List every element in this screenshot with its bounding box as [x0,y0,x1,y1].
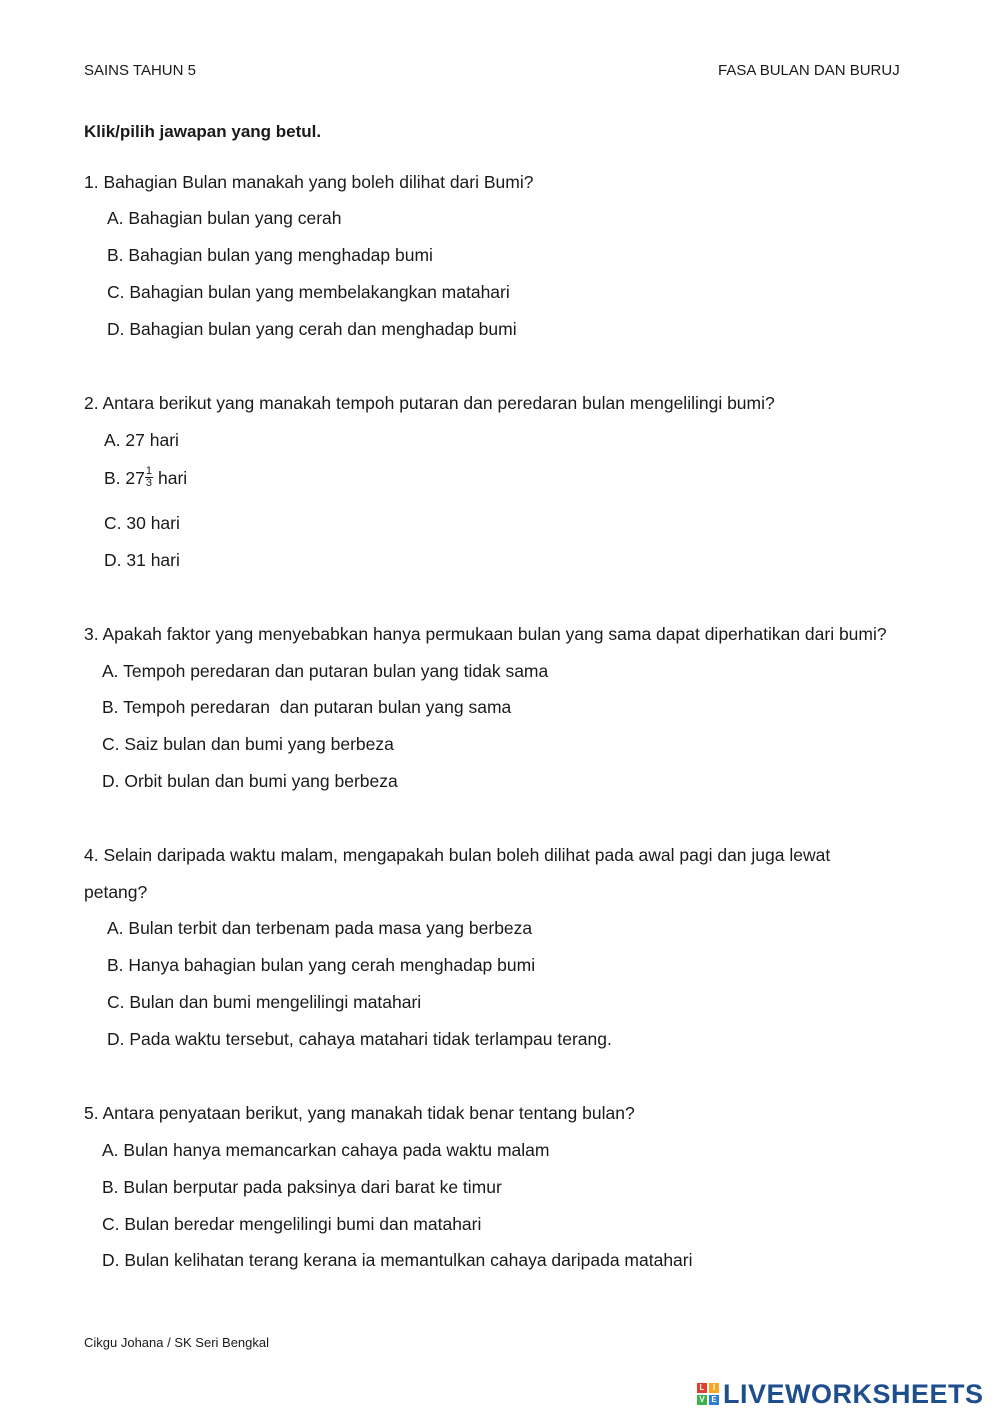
brand-name: LIVEWORKSHEETS [723,1378,984,1409]
question-2: 2. Antara berikut yang manakah tempoh putaran dan peredaran bulan mengelilingi bumi? [84,393,775,413]
q2-option-b-suffix: hari [158,468,188,489]
fraction [145,466,153,489]
logo-letter-v: V [697,1395,707,1405]
q5-option-c[interactable]: C. Bulan beredar mengelilingi bumi dan matahari [102,1214,482,1234]
q5-option-d[interactable]: D. Bulan kelihatan terang kerana ia memantulkan cahaya daripada matahari [102,1250,693,1270]
q3-option-b[interactable]: B. Tempoh peredaran dan putaran bulan yang sama [102,697,512,717]
q2-option-b[interactable] [104,465,188,491]
q4-option-c[interactable]: C. Bulan dan bumi mengelilingi matahari [107,992,422,1012]
fraction-numerator: 1 [145,465,152,477]
logo-grid-icon [697,1383,719,1405]
fraction-denominator: 3 [145,477,152,489]
logo-letter-l: L [697,1383,707,1393]
q2-option-c[interactable]: C. 30 hari [104,513,180,533]
liveworksheets-logo [697,1377,984,1411]
instruction: Klik/pilih jawapan yang betul. [84,122,322,141]
header-topic: FASA BULAN DAN BURUJ [718,62,900,79]
question-4-line-1: 4. Selain daripada waktu malam, mengapakah bulan boleh dilihat pada awal pagi dan juga lewat [84,845,831,865]
q4-option-a[interactable]: A. Bulan terbit dan terbenam pada masa yang berbeza [107,918,533,938]
footer-credit: Cikgu Johana / SK Seri Bengkal [84,1335,269,1350]
q2-option-b-prefix: B. 27 [104,468,145,489]
question-4-line-2: petang? [84,882,148,902]
q1-option-c[interactable]: C. Bahagian bulan yang membelakangkan matahari [107,282,510,302]
q4-option-d[interactable]: D. Pada waktu tersebut, cahaya matahari tidak terlampau terang. [107,1029,612,1049]
question-3: 3. Apakah faktor yang menyebabkan hanya permukaan bulan yang sama dapat diperhatikan dari bumi? [84,624,887,644]
q2-option-d[interactable]: D. 31 hari [104,550,180,570]
q1-option-b[interactable]: B. Bahagian bulan yang menghadap bumi [107,245,433,265]
q1-option-d[interactable]: D. Bahagian bulan yang cerah dan menghadap bumi [107,319,517,339]
q5-option-b[interactable]: B. Bulan berputar pada paksinya dari barat ke timur [102,1177,502,1197]
q4-option-b[interactable]: B. Hanya bahagian bulan yang cerah menghadap bumi [107,955,536,975]
q5-option-a[interactable]: A. Bulan hanya memancarkan cahaya pada waktu malam [102,1140,550,1160]
q3-option-c[interactable]: C. Saiz bulan dan bumi yang berbeza [102,734,394,754]
q3-option-a[interactable]: A. Tempoh peredaran dan putaran bulan yang tidak sama [102,661,549,681]
logo-letter-e: E [709,1395,719,1405]
q2-option-a[interactable]: A. 27 hari [104,430,179,450]
logo-letter-i: I [709,1383,719,1393]
q1-option-a[interactable]: A. Bahagian bulan yang cerah [107,208,342,228]
question-5: 5. Antara penyataan berikut, yang manakah tidak benar tentang bulan? [84,1103,635,1123]
q3-option-d[interactable]: D. Orbit bulan dan bumi yang berbeza [102,771,398,791]
question-1: 1. Bahagian Bulan manakah yang boleh dilihat dari Bumi? [84,172,534,192]
header-subject: SAINS TAHUN 5 [84,62,196,79]
